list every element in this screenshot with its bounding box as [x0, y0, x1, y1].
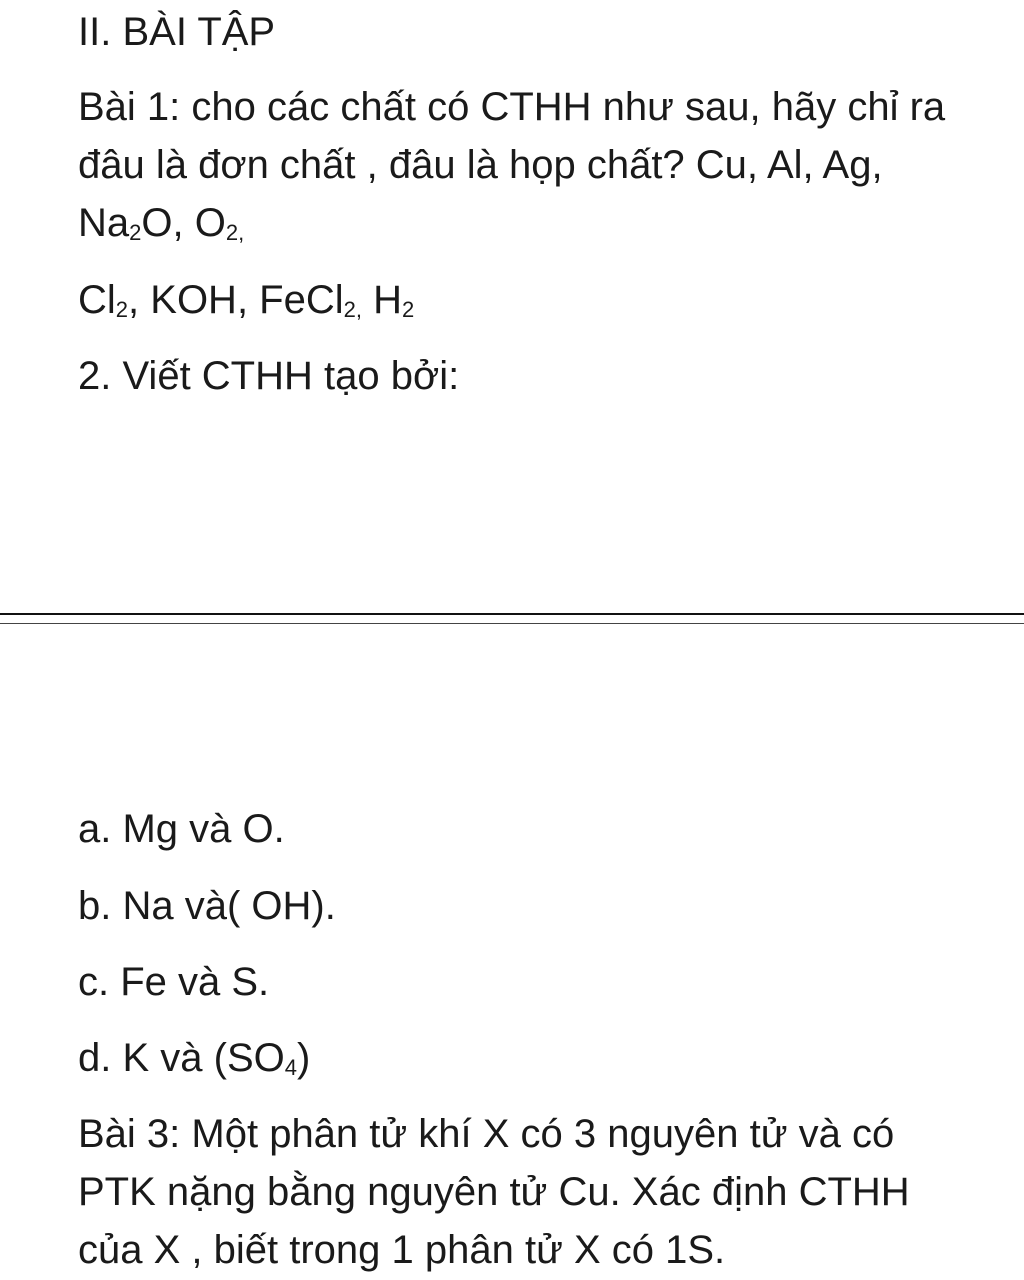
bai1-line-2: đâu là đơn chất , đâu là họp chất? Cu, Al, Ag, — [78, 143, 883, 187]
subscript: 4 — [284, 1055, 297, 1080]
formula-h: H — [361, 278, 402, 322]
subscript: 2, — [343, 297, 362, 322]
section-heading: II. BÀI TẬP — [78, 10, 276, 54]
divider-bottom — [0, 623, 1024, 624]
bai2-item-b: b. Na và( OH). — [78, 884, 336, 928]
bai2-item-d — [78, 1034, 310, 1082]
bai1-line-3 — [78, 199, 244, 247]
formula-cl: Cl — [78, 278, 116, 322]
bai2-heading: 2. Viết CTHH tạo bởi: — [78, 354, 460, 398]
bai1-line-4 — [78, 276, 414, 324]
bai1-line-1: Bài 1: cho các chất có CTHH như sau, hãy chỉ ra — [78, 85, 946, 129]
formula-o: O, O — [141, 201, 226, 245]
bai3-line-1: Bài 3: Một phân tử khí X có 3 nguyên tử và có — [78, 1112, 895, 1156]
subscript: 2 — [129, 220, 142, 245]
formula-na: Na — [78, 201, 130, 245]
subscript: 2, — [225, 220, 245, 245]
item-d-suffix: ) — [297, 1036, 311, 1080]
bai2-item-c: c. Fe và S. — [78, 960, 270, 1004]
subscript: 2 — [115, 297, 129, 322]
subscript: 2 — [401, 297, 415, 322]
divider-top — [0, 613, 1024, 615]
formula-koh-fecl: , KOH, FeCl — [128, 278, 344, 322]
bai3-line-2: PTK nặng bằng nguyên tử Cu. Xác định CTHH — [78, 1170, 910, 1214]
item-d-prefix: d. K và (SO — [78, 1036, 285, 1080]
bai3-line-3: của X , biết trong 1 phân tử X có 1S. — [78, 1228, 726, 1272]
bai2-item-a: a. Mg và O. — [78, 807, 285, 851]
